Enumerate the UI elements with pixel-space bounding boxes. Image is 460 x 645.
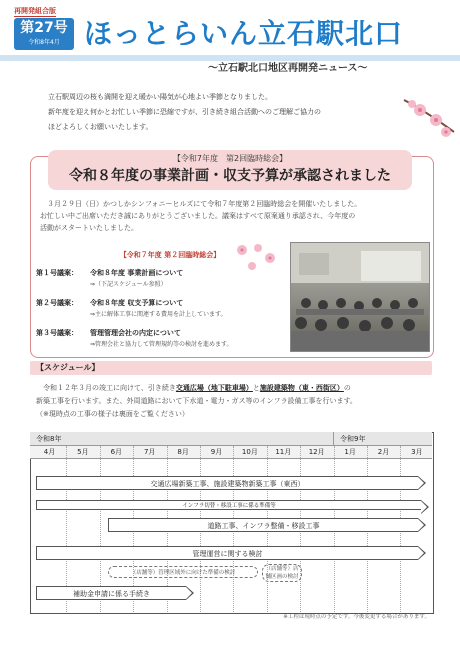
gantt-month-label: 2月: [377, 448, 390, 456]
schedule-text-part: と: [252, 384, 260, 392]
cherry-blossom-icon: [400, 92, 456, 144]
schedule-text-line: 新築工事を行います。また、外周道路において下水道・電力・ガス等のインフラ設備工事を行います。: [36, 397, 357, 405]
meeting-header: [48, 150, 412, 190]
intro-line: ほどよろしくお願いいたします。: [48, 123, 153, 131]
meeting-body-line: お忙しい中ご出席いただき誠にありがとうございました。議案はすべて原案通り承認され、今年度の: [40, 212, 356, 220]
gantt-month-label: 6月: [110, 448, 123, 456]
gantt-note-shop-layout: （店舗等）店舗区画の検討: [262, 564, 302, 582]
schedule-text: [36, 382, 436, 421]
newsletter-subtitle: ～立石駅北口地区再開発ニュース～: [208, 63, 368, 74]
gantt-bar-subsidy: 補助金申請に係る手続き: [36, 586, 186, 600]
issue-badge: [14, 18, 74, 50]
agenda-item: [36, 298, 286, 320]
meeting-body-line: ３月２９日（日）かつしかシンフォニーヒルズにて令和７年度第２回臨時総会を開催いたしました。: [40, 200, 362, 208]
schedule-text-line: [36, 382, 436, 395]
agenda-note: ⇒（下記スケジュール参照）: [90, 281, 167, 288]
agenda-text: 令和８年度 事業計画について: [90, 269, 184, 277]
meeting-photo: [290, 242, 430, 352]
gantt-month-label: 12月: [308, 448, 325, 456]
newsletter-title: ほっとらいん立石駅北口: [84, 17, 404, 50]
gantt-year-right: 令和9年: [340, 435, 366, 443]
gantt-month-label: 11月: [275, 448, 292, 456]
gantt-month-label: 9月: [210, 448, 223, 456]
union-edition-tag: 再開発組合版: [14, 7, 56, 15]
meeting-body: [40, 198, 430, 234]
agenda-text: 令和８年度 収支予算について: [90, 299, 184, 307]
agenda-label: 第２号議案：: [36, 299, 78, 307]
agenda-item: [36, 268, 286, 290]
gantt-bar-road-works: 道路工事、インフラ整備・移設工事: [108, 518, 418, 532]
schedule-text-part: の: [343, 384, 351, 392]
gantt-bar-management: 管理運営に関する検討: [36, 546, 418, 560]
facility-building-highlight: 施設建築物（東・西街区）: [259, 384, 344, 392]
gantt-month-label: 1月: [344, 448, 356, 456]
header-divider: [0, 55, 460, 61]
gantt-month-label: 7月: [143, 448, 156, 456]
gantt-year-row: [30, 432, 432, 446]
agenda-note: ⇒管理会社と協力して管理規約等の検討を進めます。: [90, 341, 233, 348]
gantt-footnote: ※工程は現時点の予定です。今後変更する場合があります。: [283, 614, 430, 620]
gantt-month-label: 10月: [241, 448, 258, 456]
gantt-bar-infra-prep: インフラ切替・移設工事に係る準備等: [36, 500, 421, 510]
transport-plaza-highlight: 交通広場（地下駐車場）: [175, 384, 253, 392]
issue-number: 第27号: [20, 20, 68, 36]
agenda-text: 管理管理会社の内定について: [90, 329, 181, 337]
schedule-text-part: 令和１２年３月の竣工に向けて、引き続き: [36, 384, 176, 392]
issue-date: 令和8年4月: [28, 39, 60, 46]
meeting-subtitle: 【令和7年度 第2回臨時総会】: [172, 154, 288, 163]
gantt-bar-construction: 交通広場新築工事、施設建築物新築工事（東西）: [36, 476, 418, 490]
intro-text: [48, 90, 403, 135]
intro-line: 新年度を迎え何かとお忙しい季節に恐縮ですが、引き続き組合活動へのご理解ご協力の: [48, 108, 321, 116]
meeting-title: 令和８年度の事業計画・収支予算が承認されました: [69, 168, 391, 184]
agenda-label: 第１号議案：: [36, 269, 78, 277]
gantt-month-label: 3月: [411, 448, 423, 456]
meeting-body-line: 活動がスタートいたしました。: [40, 224, 138, 232]
schedule-title: 【スケジュール】: [36, 363, 100, 372]
gantt-month-label: 4月: [43, 448, 56, 456]
gantt-year-left: 令和8年: [36, 435, 62, 443]
agenda-title: 【令和７年度 第２回臨時総会】: [119, 251, 221, 259]
intro-line: 立石駅周辺の桜も満開を迎え暖かい陽気が心地よい季節となりました。: [48, 93, 272, 101]
gantt-month-label: 8月: [177, 448, 189, 456]
agenda-item: [36, 328, 286, 350]
agenda-label: 第３号議案：: [36, 329, 78, 337]
gantt-note-shop-prep: （店舗等）管理区域外に向けた準備の検討: [108, 566, 258, 578]
agenda-note: ⇒主に解体工事に関連する費用を計上しています。: [90, 311, 227, 318]
schedule-text-line: （※現時点の工事の様子は裏面をご覧ください）: [36, 410, 189, 418]
gantt-month-label: 5月: [77, 448, 89, 456]
